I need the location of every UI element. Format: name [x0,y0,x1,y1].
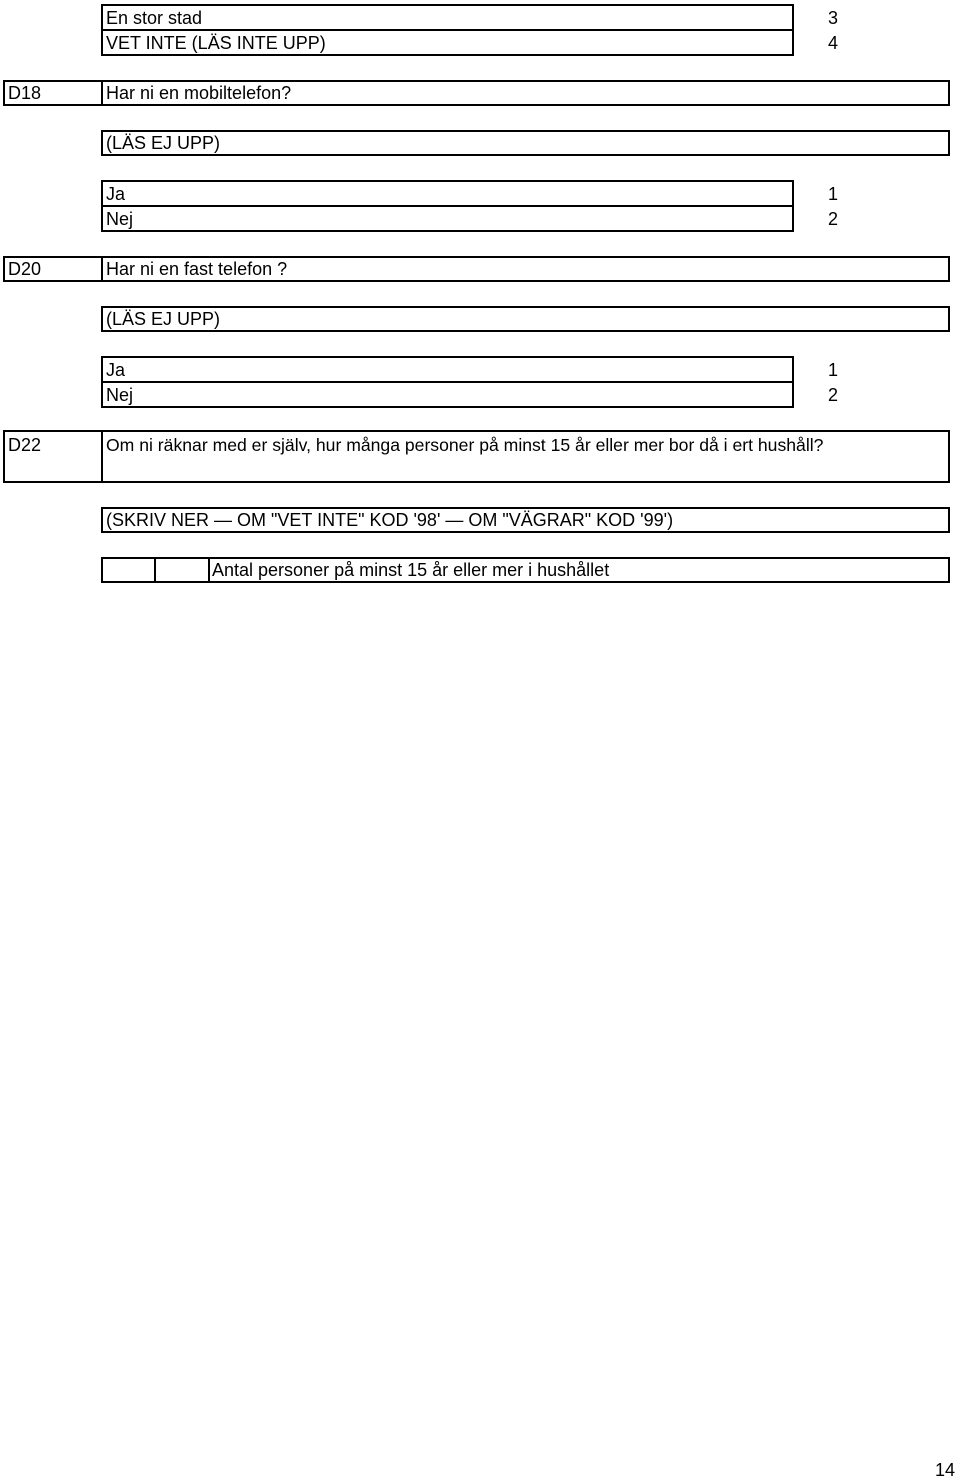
page-number: 14 [935,1460,956,1480]
option-label: Nej [106,385,134,405]
question-id-divider [101,430,103,483]
question-text: Har ni en fast telefon ? [106,259,288,279]
digit-box[interactable] [101,557,156,583]
option-label: VET INTE (LÄS INTE UPP) [106,33,326,53]
option-code: 1 [827,184,838,204]
question-text: Om ni räknar med er själv, hur många personer på minst 15 år eller mer bor då i ert hushåll? [106,435,824,455]
question-id: D20 [8,259,42,279]
option-code: 2 [827,209,838,229]
question-id: D18 [8,83,42,103]
option-code: 2 [827,385,838,405]
option-code: 1 [827,360,838,380]
option-label: Ja [106,184,126,204]
option-label: En stor stad [106,8,203,28]
top-options-divider [101,29,794,31]
question-id: D22 [8,435,42,455]
instruction-text: (LÄS EJ UPP) [106,309,221,329]
instruction-box [101,130,950,156]
option-code: 4 [827,33,838,53]
question-id-divider [101,80,103,106]
answer-label: Antal personer på minst 15 år eller mer i hushållet [212,560,610,580]
instruction-box [101,306,950,332]
options-divider [101,381,794,383]
option-label: Ja [106,360,126,380]
option-label: Nej [106,209,134,229]
question-text: Har ni en mobiltelefon? [106,83,292,103]
option-code: 3 [827,8,838,28]
question-id-divider [101,256,103,282]
instruction-text: (LÄS EJ UPP) [106,133,221,153]
options-divider [101,205,794,207]
digit-box[interactable] [154,557,210,583]
instruction-text: (SKRIV NER — OM "VET INTE" KOD '98' — OM "VÄGRAR" KOD '99') [106,510,674,530]
